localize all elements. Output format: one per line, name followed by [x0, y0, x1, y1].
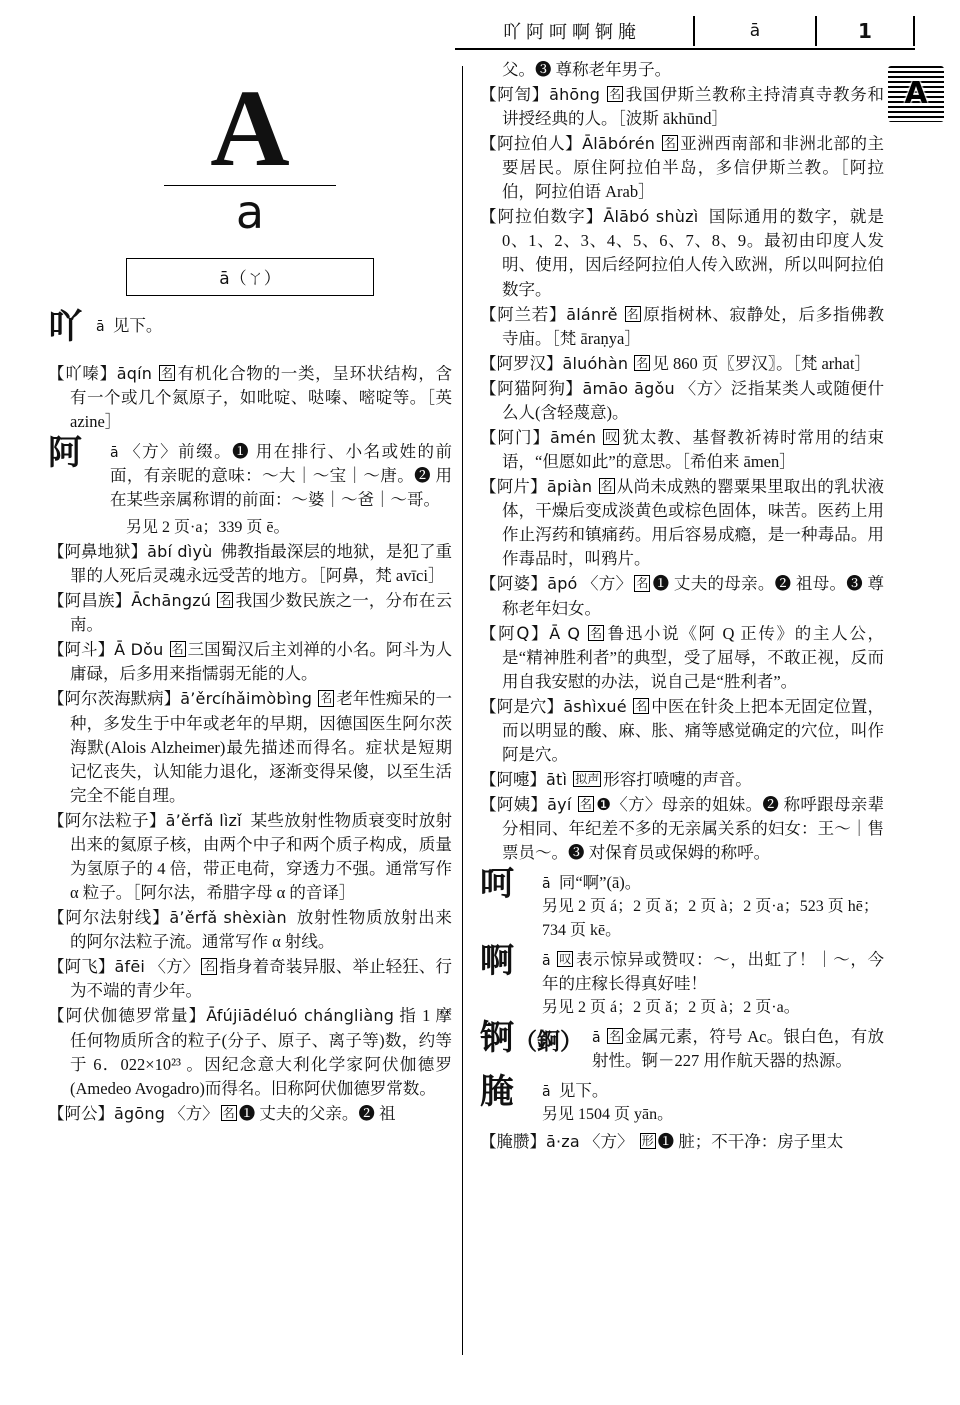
entry-register-label: 〈方〉 [124, 442, 179, 462]
word-entry-apian [480, 475, 884, 571]
word-entry-ahong [480, 83, 884, 131]
entry-pinyin: ā [96, 318, 105, 335]
headword-character: 吖 [48, 306, 82, 347]
word-pinyin: Āfújiādéluó chángliàng [206, 1006, 395, 1026]
character-entry-he [480, 864, 884, 941]
part-of-speech: 名 [609, 86, 622, 101]
word-pinyin: ā·za [546, 1131, 580, 1151]
running-head-pinyin: ā [749, 21, 761, 41]
word-definition: 从尚未成熟的罂粟果里取出的乳状液体，干燥后变成淡黄色或棕色固体，味苦。医药上用作止泻药和镇痛药。用后容易成瘾，是一种毒品。用作毒品时，叫鸦片。 [502, 477, 885, 569]
word-entry-abidiyu [48, 540, 452, 588]
word-register-label: 〈方〉 [584, 1131, 634, 1151]
word-entry-ashixue [480, 695, 884, 767]
word-pinyin: āfēi [114, 957, 146, 977]
character-entry-ah [480, 940, 885, 1019]
entry-body [480, 1079, 884, 1103]
word-headword: 【阿尔茨海默病】 [48, 689, 181, 709]
running-head [0, 14, 960, 54]
left-column [48, 58, 452, 1395]
entry-body [48, 314, 452, 338]
left-column-entries [48, 306, 453, 1126]
word-pinyin: Ā Dǒu [114, 640, 164, 660]
word-pinyin: āshìxué [563, 696, 627, 716]
word-register-label: 〈方〉 [679, 378, 731, 398]
word-pinyin: āmén [550, 428, 597, 448]
word-definition: 见 860 页〖罗汉〗。［梵 arhat］ [652, 353, 871, 373]
word-pinyin: ālánrě [566, 304, 618, 324]
word-headword: 【阿婆】 [480, 574, 548, 594]
entry-definition: 见下。 [558, 1080, 609, 1100]
word-pinyin: Ālābórén [582, 134, 656, 154]
word-entry-alaboshuzi [480, 205, 884, 301]
word-entry-agong [48, 1102, 452, 1126]
letter-capital: A [210, 67, 290, 189]
word-headword: 【阿訇】 [480, 84, 550, 104]
part-of-speech: 名 [635, 698, 648, 713]
letter-lowercase: a [235, 184, 265, 239]
word-definition: 泛指某类人或随便什么人(含轻蔑意)。 [502, 378, 885, 422]
part-of-speech: 名 [636, 355, 649, 370]
word-headword: 【吖嗪】 [48, 363, 117, 383]
word-pinyin: āqín [116, 363, 153, 383]
character-entry-yan [480, 1071, 884, 1126]
part-of-speech: 名 [626, 306, 639, 321]
part-of-speech: 名 [600, 479, 613, 494]
word-pinyin: āpó [547, 574, 578, 594]
word-headword: 【腌臜】 [480, 1131, 546, 1151]
word-pinyin: āluóhàn [562, 353, 629, 373]
word-entry-aq [480, 622, 884, 694]
word-definition: 佛教指最深层的地狱，是犯了重罪的人死后灵魂永远受苦的地方。［阿鼻，梵 avīci］ [70, 541, 453, 586]
running-head-characters: 吖阿呵啊锕腌 [503, 22, 641, 43]
entry-continuation: 父。❸ 尊称老年男子。 [502, 60, 672, 79]
word-entry-amaoagou [480, 377, 884, 425]
word-entry-aluohan [480, 352, 884, 376]
word-pinyin: Ālābó shùzì [603, 207, 699, 227]
word-definition: ❶ 丈夫的父亲。❷ 祖 [238, 1103, 396, 1123]
entry-body [48, 440, 452, 512]
entry-pinyin: ā [542, 876, 551, 893]
word-headword: 【阿片】 [480, 477, 547, 497]
word-headword: 【阿罗汉】 [480, 353, 563, 373]
part-of-speech: 形 [641, 1133, 654, 1148]
word-definition: 中医在针灸上把本无固定位置，而以明显的酸、麻、胀、痛等感觉确定的穴位，叫作阿是穴。 [502, 696, 885, 765]
word-pinyin: ā’ěrfǎ shèxiàn [169, 908, 287, 928]
word-definition: 亚洲西南部和非洲北部的主要居民。原住阿拉伯半岛，多信伊斯兰教。［阿拉伯，阿拉伯语 Arab］ [502, 134, 885, 202]
word-definition: 我国伊斯兰教称主持清真寺教务和讲授经典的人。［波斯 ākhūnd］ [502, 84, 885, 128]
word-pinyin: ābí dìyù [147, 541, 213, 561]
part-of-speech: 叹 [559, 951, 572, 966]
page-number: 1 [858, 19, 872, 43]
word-register-label: 〈方〉 [581, 574, 633, 594]
word-headword: 【阿拉伯人】 [480, 134, 583, 154]
word-headword: 【阿伏伽德罗常量】 [48, 1006, 207, 1026]
word-entry-aerfashexian [48, 906, 452, 954]
headword-character: 腌 [480, 1071, 514, 1112]
thumb-index-letter: A [904, 76, 928, 111]
word-definition: 指 1 摩任何物质所含的粒子(分子、原子、离子等)数，约等于 6．022×10²³ 。因纪念意大利化学家阿伏伽德罗(Amedeo Avogadro)而得名。旧称阿伏伽德罗常数。 [70, 1006, 453, 1098]
word-entry-adou [48, 638, 452, 686]
word-definition: 国际通用的数字，就是 0、1、2、3、4、5、6、7、8、9。最初由印度人发明、使用，因后经阿拉伯人传入欧洲，所以叫阿拉伯数字。 [502, 207, 885, 299]
word-headword: 【阿尔法粒子】 [48, 810, 166, 830]
word-pinyin: ā’ěrcíhǎimòbìng [180, 689, 313, 709]
cross-reference: 另见 2 页 á；2 页 ǎ；2 页 à；2 页·a。 [542, 998, 800, 1016]
cross-reference: 另见 1504 页 yān。 [542, 1105, 674, 1123]
entry-pinyin: ā [592, 1029, 601, 1046]
word-pinyin: āhōng [549, 84, 601, 104]
word-entry-aerfalizi [48, 809, 452, 905]
entry-definition: 同“啊”(ā)。 [558, 873, 642, 893]
word-headword: 【阿姨】 [480, 795, 548, 815]
word-pinyin: āpiàn [546, 477, 593, 497]
headword-character: 呵 [480, 864, 514, 905]
word-entry-aercihaimobing [48, 687, 452, 807]
word-entry-apo [480, 572, 884, 620]
part-of-speech: 名 [589, 625, 602, 640]
character-entry-ya [48, 306, 452, 358]
word-headword: 【阿是穴】 [480, 696, 564, 716]
letter-banner [48, 58, 452, 296]
word-headword: 【阿拉伯数字】 [480, 207, 604, 227]
word-entry-ati [480, 768, 884, 792]
word-headword: 【阿飞】 [48, 957, 115, 977]
part-of-speech: 名 [222, 1105, 235, 1120]
word-entry-aza [480, 1130, 884, 1154]
headword-character: 啊 [480, 940, 514, 981]
word-definition: 有机化合物的一类，呈环状结构，含有一个或几个氮原子，如吡啶、哒嗪、嘧啶等。［英 azine］ [70, 363, 453, 431]
word-headword: 【阿昌族】 [48, 591, 132, 611]
word-headword: 【阿兰若】 [480, 304, 567, 324]
word-entry-afei [48, 955, 452, 1003]
word-register-label: 〈方〉 [169, 1103, 219, 1123]
word-definition: 指身着奇装异服、举止轻狂、行为不端的青少年。 [70, 957, 453, 1001]
part-of-speech: 名 [171, 642, 184, 657]
word-entry-achangzu [48, 589, 452, 637]
word-definition: 老年性痴呆的一种，多发生于中年或老年的早期，因德国医生阿尔茨海默(Alois Alzheimer)最先描述而得名。症状是短期记忆丧失，认知能力退化，逐渐变得呆傻，以至生活完全不能自理。 [70, 689, 453, 805]
headword-simplified: 锕 [480, 1017, 514, 1058]
part-of-speech: 叹 [605, 430, 618, 445]
headword-character: 阿 [48, 433, 82, 474]
word-headword: 【阿嚏】 [480, 770, 546, 790]
column-divider [462, 66, 463, 1355]
word-headword: 【阿斗】 [48, 640, 115, 660]
word-headword: 【阿尔法射线】 [48, 908, 170, 928]
part-of-speech: 名 [663, 136, 676, 151]
cross-reference: 另见 2 页 á；2 页 ǎ；2 页 à；2 页·a；523 页 hē；734 页 kē。 [542, 898, 879, 939]
character-entry-a-actinium [480, 1017, 884, 1073]
word-headword: 【阿鼻地狱】 [48, 541, 148, 561]
columns-container [48, 58, 912, 1395]
part-of-speech: 拟声 [575, 772, 600, 787]
right-column-entries [480, 58, 884, 1154]
entry-definition: 金属元素，符号 Ac。银白色，有放射性。锕－227 用作航天器的热源。 [592, 1026, 884, 1070]
word-entry-amen [480, 426, 884, 474]
part-of-speech: 名 [609, 1028, 622, 1043]
part-of-speech: 名 [219, 593, 232, 608]
word-pinyin: ātì [546, 770, 568, 790]
word-definition: ❶ 丈夫的母亲。❷ 祖母。❸ 尊称老年妇女。 [502, 574, 884, 618]
word-headword: 【阿Q】 [480, 623, 550, 643]
word-definition: 犹太教、基督教祈祷时常用的结束语，“但愿如此”的意思。［希伯来 āmen］ [502, 428, 885, 472]
word-definition: ❶〈方〉母亲的姐妹。❷ 称呼跟母亲辈分相同、年纪差不多的无亲属关系的妇女：王～｜售票员～。❸ 对保育员或保姆的称呼。 [502, 795, 885, 863]
word-entry-ayi [480, 793, 884, 865]
entry-definition: 见下。 [112, 315, 163, 335]
headword-character [480, 1017, 583, 1058]
word-definition: 鲁迅小说《阿 Q 正传》的主人公，是“精神胜利者”的典型，受了屈辱，不敢正视，反而用自我安慰的办法，说自己是“胜利者”。 [502, 623, 884, 691]
word-headword: 【阿门】 [480, 428, 551, 448]
word-pinyin: Āchāngzú [131, 591, 212, 611]
entry-pinyin: ā [542, 952, 551, 969]
part-of-speech: 名 [160, 365, 173, 380]
word-entry-yaqin [48, 362, 452, 434]
word-headword: 【阿猫阿狗】 [480, 378, 583, 398]
word-definition: ❶ 脏；不干净：房子里太 [657, 1131, 844, 1151]
word-headword: 【阿公】 [48, 1103, 114, 1123]
word-pinyin: ā’ěrfǎ lìzǐ [165, 810, 242, 830]
syllable-heading-box: ā（ㄚ） [126, 258, 374, 296]
entry-definition: 前缀。❶ 用在排行、小名或姓的前面，有亲昵的意味：～大｜～宝｜～唐。❷ 用在某些亲属称谓的前面：～婆｜～爸｜～哥。 [110, 442, 453, 509]
word-definition: 某些放射性物质衰变时放射出来的氦原子核，由两个中子和两个质子构成，质量为氢原子的 4 倍，带正电荷，穿透力不强。通常写作 α 粒子。［阿尔法，希腊字母 α 的音译］ [70, 810, 453, 903]
entry-definition: 表示惊异或赞叹：～，出虹了！｜～，今年的庄稼长得真好哇！ [542, 949, 885, 993]
word-definition: 我国少数民族之一，分布在云南。 [70, 591, 453, 635]
word-definition: 三国蜀汉后主刘禅的小名。阿斗为人庸碌，后多用来指懦弱无能的人。 [70, 640, 453, 684]
word-pinyin: āyí [547, 795, 572, 815]
entry-body [480, 871, 884, 895]
word-entry-afujiadeluo-changliang [48, 1004, 452, 1100]
cross-reference: 另见 2 页·a；339 页 ē。 [126, 518, 290, 536]
part-of-speech: 名 [203, 959, 216, 974]
headword-traditional-variant: （錒） [514, 1028, 583, 1055]
word-entry-alanre [480, 303, 884, 351]
word-definition: 形容打喷嚏的声音。 [603, 770, 752, 790]
word-pinyin: āmāo āgǒu [582, 378, 675, 398]
word-entry-alaboren [480, 132, 884, 204]
word-pinyin: āgōng [114, 1103, 166, 1123]
word-pinyin: Ā Q [549, 623, 581, 643]
entry-pinyin: ā [542, 1083, 551, 1100]
part-of-speech: 名 [320, 691, 333, 706]
running-head-divider-3 [913, 16, 915, 46]
word-definition: 原指树林、寂静处，后多指佛教寺庙。［梵 āraṇya］ [502, 304, 885, 348]
part-of-speech: 名 [579, 797, 592, 812]
entry-pinyin: ā [110, 445, 119, 462]
part-of-speech: 名 [636, 576, 649, 591]
right-column [480, 58, 884, 1395]
word-definition: 放射性物质放射出来的阿尔法粒子流。通常写作 α 射线。 [70, 908, 453, 952]
character-entry-a [48, 433, 453, 512]
word-register-label: 〈方〉 [149, 957, 200, 977]
entry-body [480, 948, 884, 996]
